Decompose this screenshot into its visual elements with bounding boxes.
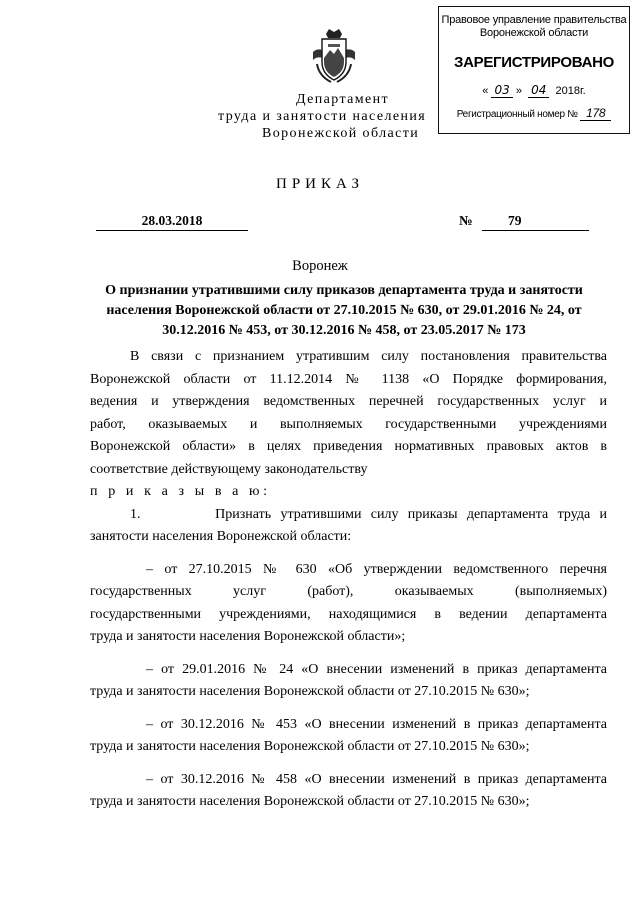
sub-item-1 — [90, 559, 607, 649]
order-date: 28.03.2018 — [96, 213, 248, 231]
city: Воронеж — [292, 258, 348, 274]
text-line: государственных услуг (работ), оказываемых (выполняемых) — [90, 584, 607, 599]
stamp-reg-label: Регистрационный номер № — [456, 109, 578, 120]
text-line: В связи с признанием утратившим силу постановления правительства — [130, 349, 607, 364]
document-type: ПРИКАЗ — [276, 176, 364, 192]
dept-line-3: Воронежской области — [262, 126, 420, 141]
text-line: п р и к а з ы в а ю: — [90, 484, 271, 499]
dept-line-1: Департамент — [296, 92, 390, 107]
registration-stamp — [438, 6, 630, 134]
stamp-date: « 03 » 04 2018г. — [482, 83, 586, 97]
order-number-sign: № — [459, 213, 473, 228]
text-line: Воронежской области» в целях приведения нормативных правовых актов в — [90, 439, 607, 454]
text-line: труда и занятости населения Воронежской области от 27.10.2015 № 630»; — [90, 684, 530, 699]
sub-item-3 — [90, 714, 607, 759]
stamp-org-line: Воронежской области — [479, 27, 589, 39]
order-title — [84, 281, 604, 341]
text-line: Воронежской области от 11.12.2014 № 1138 «О Порядке формирования, — [90, 371, 607, 387]
order-body — [90, 346, 607, 814]
order-number: 79 — [482, 213, 589, 231]
prikazyvayu-line — [90, 481, 607, 504]
sub-item-4 — [90, 769, 607, 814]
text-line: – от 27.10.2015 № 630 «Об утверждении ведомственного перечня — [146, 561, 607, 577]
text-line: – от 30.12.2016 № 453 «О внесении изменений в приказ департамента — [146, 716, 607, 732]
stamp-status: ЗАРЕГИСТРИРОВАНО — [453, 54, 615, 71]
stamp-reg-number — [439, 106, 629, 120]
text-line: труда и занятости населения Воронежской области от 27.10.2015 № 630»; — [90, 739, 530, 754]
intro-paragraph — [90, 346, 607, 481]
stamp-date-year: 2018 — [555, 85, 580, 97]
coat-of-arms-emblem — [307, 28, 361, 84]
text-line: – от 29.01.2016 № 24 «О внесении изменений в приказ департамента — [146, 661, 607, 677]
dept-line-2: труда и занятости населения — [218, 109, 427, 124]
text-line: работ, оказываемых и выполняемых государственными учреждениями — [90, 416, 607, 432]
stamp-organization — [439, 14, 629, 40]
title-line: населения Воронежской области от 27.10.2015 № 630, от 29.01.2016 № 24, от — [106, 303, 582, 318]
stamp-date-day: 03 — [491, 83, 512, 98]
stamp-reg-value: 178 — [580, 106, 611, 121]
text-line: ведения и утверждения ведомственных перечней государственных услуг и — [90, 394, 607, 409]
title-line: О признании утратившими силу приказов департамента труда и занятости — [105, 283, 583, 298]
text-line: государственными учреждениями, находящимися в ведении департамента — [90, 606, 607, 622]
text-line: труда и занятости населения Воронежской области от 27.10.2015 № 630»; — [90, 794, 530, 809]
text-line: занятости населения Воронежской области: — [90, 529, 352, 544]
stamp-date-month: 04 — [528, 83, 549, 98]
text-line: – от 30.12.2016 № 458 «О внесении изменений в приказ департамента — [146, 771, 607, 787]
title-line: 30.12.2016 № 453, от 30.12.2016 № 458, от 23.05.2017 № 173 — [162, 323, 526, 338]
text-line: соответствие действующему законодательству — [90, 461, 368, 477]
text-line: труда и занятости населения Воронежской области»; — [90, 629, 406, 644]
stamp-org-line: Правовое управление правительства — [441, 14, 627, 26]
text-line: 1. Признать утратившими силу приказы департамента труда и — [130, 506, 607, 522]
item-1 — [90, 504, 607, 549]
sub-item-2 — [90, 659, 607, 704]
